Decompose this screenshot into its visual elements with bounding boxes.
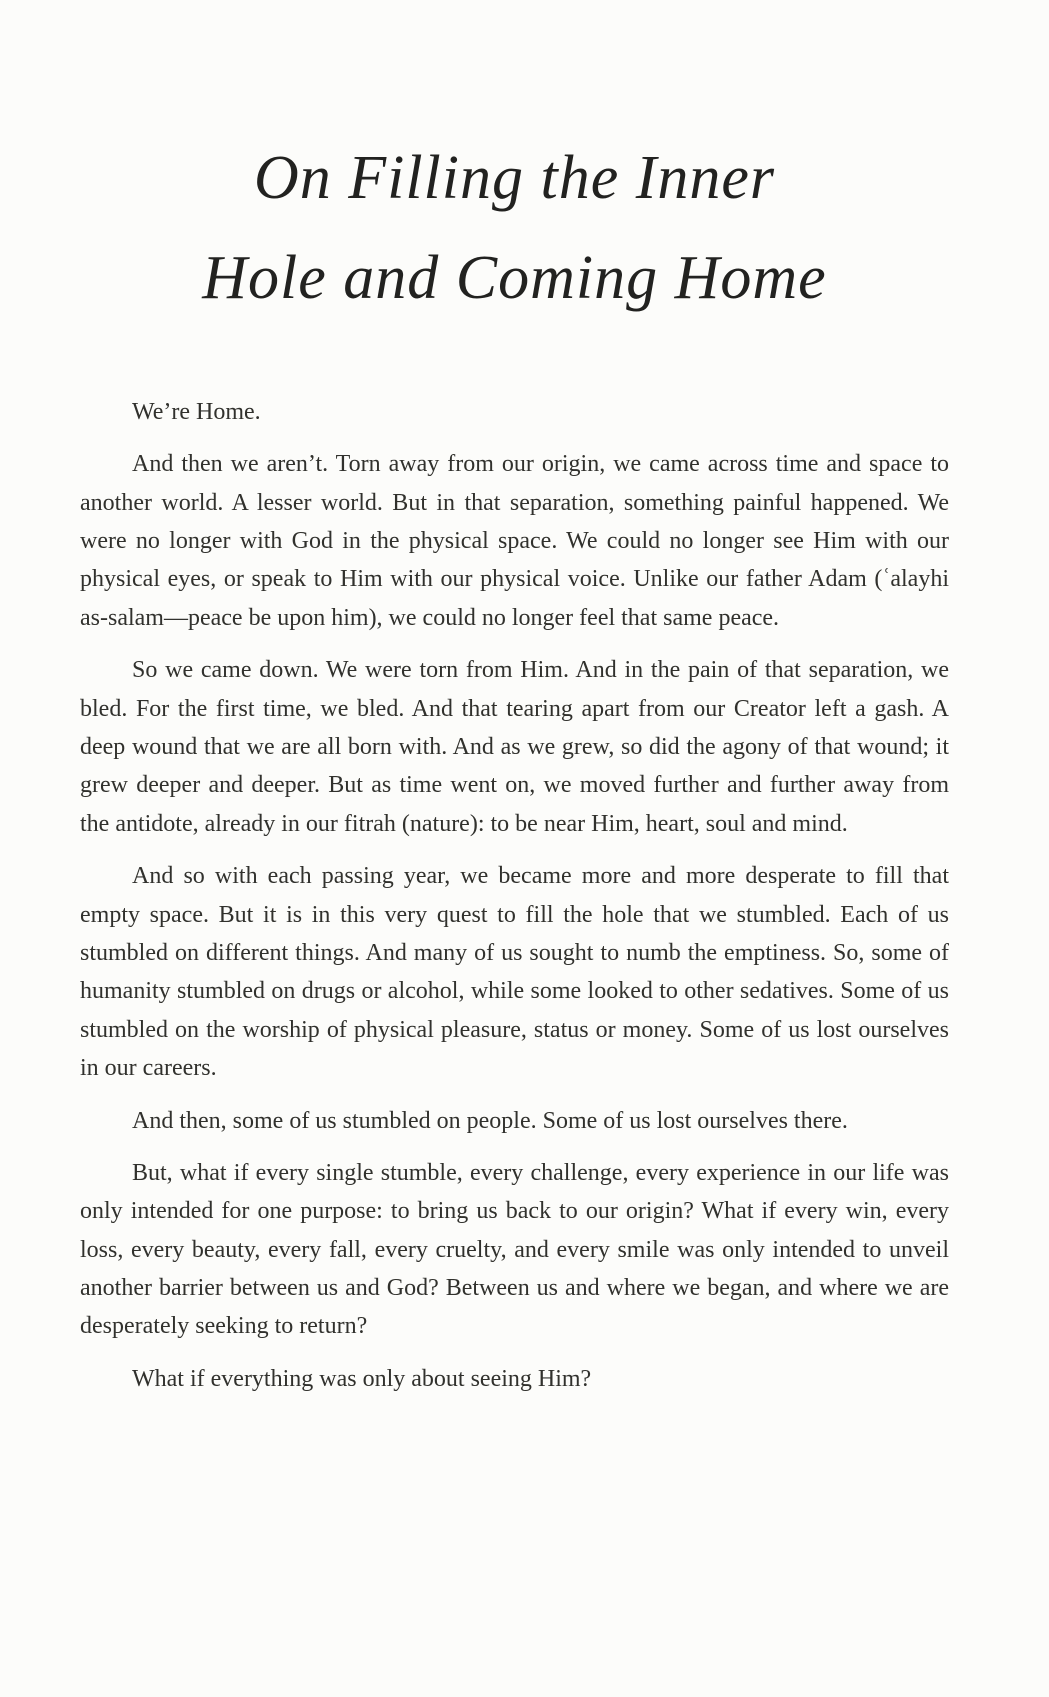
chapter-title <box>80 128 949 329</box>
chapter-title-line-1: On Filling the Inner <box>253 144 776 212</box>
paragraph-4: And so with each passing year, we became more and more desperate to fill that empty space. But it is in this very quest to fill the hole that we stumbled. Each of us stumbled on different things. And many of us sought to numb the emptiness. So, some of humanity stumbled on drugs or alcohol, while some looked to other sedatives. Some of us stumbled on the worship of physical pleasure, status or money. Some of us lost ourselves in our careers. <box>80 863 949 1082</box>
paragraph-6: But, what if every single stumble, every challenge, every experience in our life was only intended for one purpose: to bring us back to our origin? What if every win, every loss, every beauty, every fall, every cruelty, and every smile was only intended to unveil another barrier between us and God? Between us and where we began, and where we are desperately seeking to return? <box>80 1159 949 1340</box>
paragraph-2: And then we aren’t. Torn away from our origin, we came across time and space to another world. A lesser world. But in that separation, something painful happened. We were no longer with God in the physical space. We could no longer see Him with our physical eyes, or speak to Him with our physical voice. Unlike our father Adam (ʿalayhi as-salam—peace be upon him), we could no longer feel that same peace. <box>80 451 949 631</box>
paragraph-1: We’re Home. <box>132 398 261 425</box>
chapter-body <box>80 393 949 1398</box>
paragraph-3: So we came down. We were torn from Him. And in the pain of that separation, we bled. For the first time, we bled. And that tearing apart from our Creator left a gash. A deep wound that we are all born with. And as we grew, so did the agony of that wound; it grew deeper and deeper. But as time went on, we moved further and further away from the antidote, already in our fitrah (nature): to be near Him, heart, soul and mind. <box>80 657 949 837</box>
paragraph-5: And then, some of us stumbled on people. Some of us lost ourselves there. <box>132 1107 848 1134</box>
paragraph-7: What if everything was only about seeing Him? <box>132 1365 592 1392</box>
chapter-title-line-2: Hole and Coming Home <box>202 244 827 313</box>
